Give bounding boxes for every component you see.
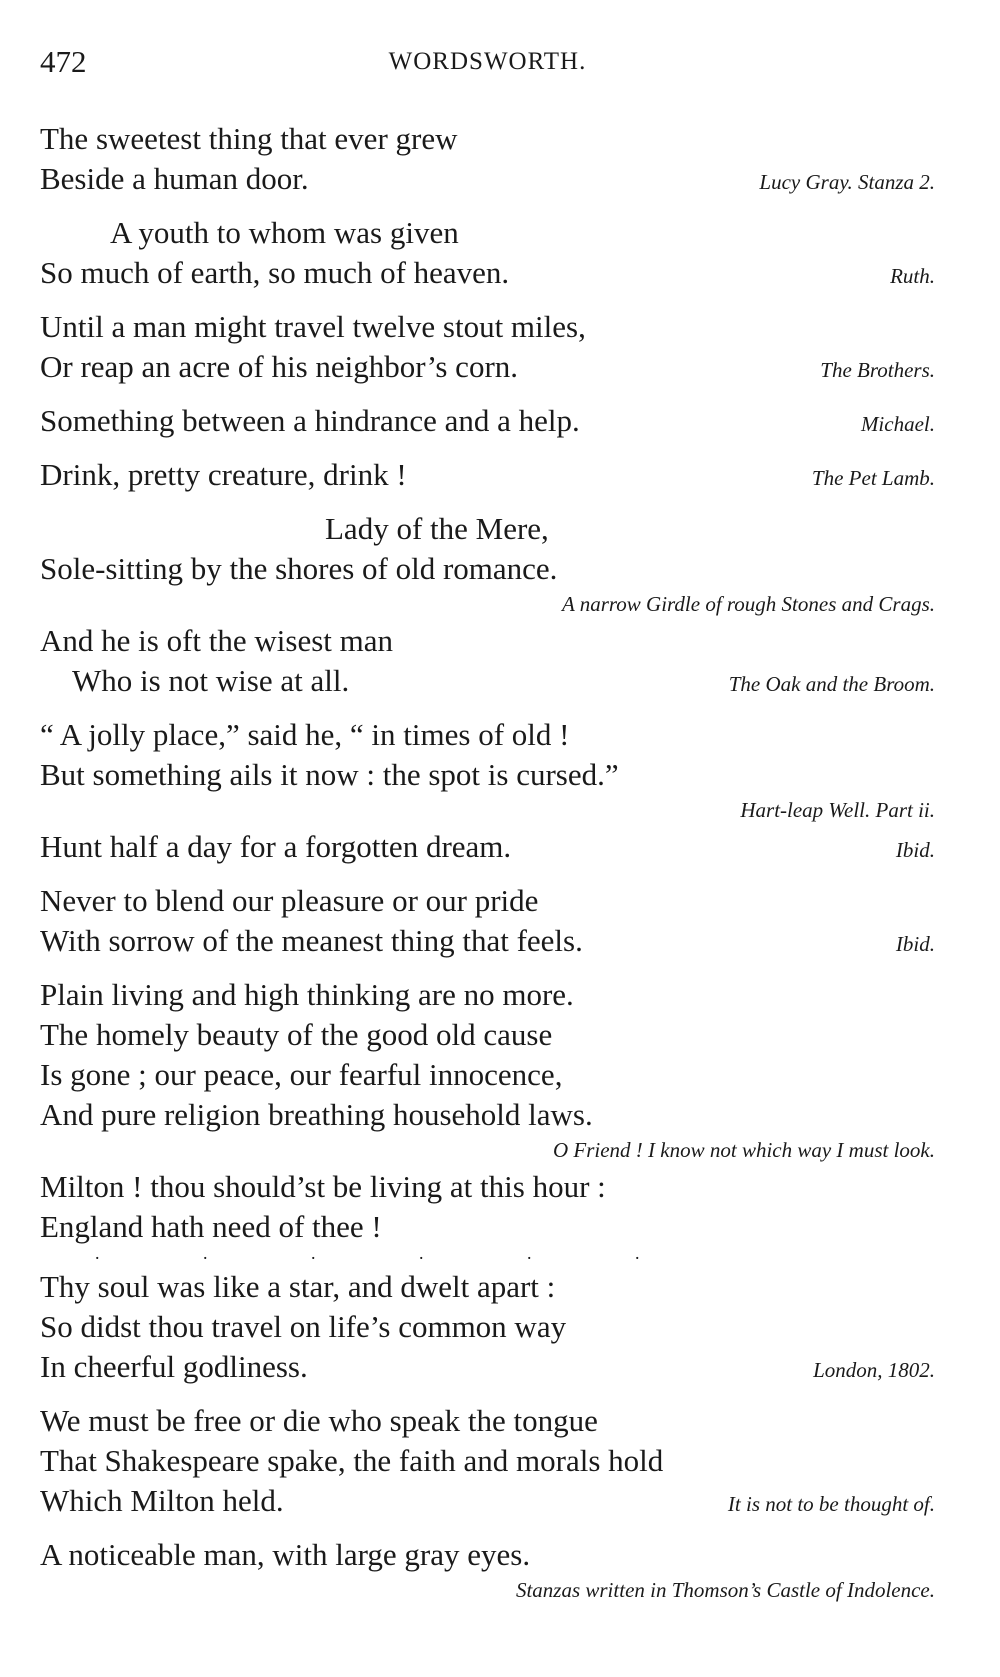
ellipsis-dot: . bbox=[527, 1243, 532, 1263]
page-number: 472 bbox=[40, 44, 87, 79]
spacer bbox=[40, 389, 935, 403]
verse-line bbox=[40, 829, 935, 869]
verse-text: Never to blend our pleasure or our pride bbox=[40, 883, 539, 918]
verse-line bbox=[40, 1483, 935, 1523]
verse-text: So didst thou travel on life’s common way bbox=[40, 1309, 567, 1344]
verse-text: Sole-sitting by the shores of old romance. bbox=[40, 551, 558, 586]
verse-line bbox=[40, 1209, 935, 1249]
ellipsis-dot: . bbox=[311, 1243, 316, 1263]
verse-line bbox=[40, 1443, 935, 1483]
quotation bbox=[40, 829, 935, 883]
ellipsis-dot: . bbox=[635, 1243, 640, 1263]
citation: A narrow Girdle of rough Stones and Crags. bbox=[562, 592, 935, 616]
citation: Ibid. bbox=[895, 932, 935, 956]
quotation bbox=[40, 403, 935, 457]
verse-text: And pure religion breathing household laws. bbox=[40, 1097, 593, 1132]
citation: Lucy Gray. Stanza 2. bbox=[759, 170, 935, 194]
verse-line bbox=[40, 551, 935, 591]
verse-line bbox=[40, 349, 935, 389]
spacer bbox=[40, 1523, 935, 1537]
quotation bbox=[40, 215, 935, 309]
spacer bbox=[40, 703, 935, 717]
verse-line bbox=[40, 663, 935, 703]
verse-line bbox=[40, 403, 935, 443]
ellipsis-dot: . bbox=[95, 1243, 100, 1263]
verse-text: Milton ! thou should’st be living at this hour : bbox=[40, 1169, 606, 1204]
verse-line bbox=[40, 1403, 935, 1443]
verse-text: Until a man might travel twelve stout miles, bbox=[40, 309, 586, 344]
verse-line bbox=[40, 255, 935, 295]
running-head: WORDSWORTH. bbox=[388, 48, 587, 75]
verse-text: So much of earth, so much of heaven. bbox=[40, 255, 510, 290]
quotation bbox=[40, 457, 935, 511]
spacer bbox=[40, 497, 935, 511]
verse-line bbox=[40, 161, 935, 201]
verse-line bbox=[40, 1097, 935, 1137]
spacer bbox=[40, 963, 935, 977]
verse-text: The sweetest thing that ever grew bbox=[40, 121, 458, 156]
quotation bbox=[40, 623, 935, 717]
verse-text: A noticeable man, with large gray eyes. bbox=[40, 1537, 531, 1572]
verse-line bbox=[40, 457, 935, 497]
ellipsis-dot: . bbox=[203, 1243, 208, 1263]
verse-text: Who is not wise at all. bbox=[72, 663, 350, 698]
verse-line bbox=[40, 1349, 935, 1389]
page-header bbox=[40, 44, 935, 84]
verse-line bbox=[40, 1017, 935, 1057]
citation: O Friend ! I know not which way I must look. bbox=[552, 1138, 935, 1162]
verse-line bbox=[40, 1057, 935, 1097]
verse-line bbox=[40, 757, 935, 797]
quotation bbox=[40, 121, 935, 215]
verse-text: Lady of the Mere, bbox=[325, 511, 549, 546]
quotation bbox=[40, 883, 935, 977]
quotation bbox=[40, 1403, 935, 1537]
verse-line bbox=[40, 511, 935, 551]
verse-text: With sorrow of the meanest thing that feels. bbox=[40, 923, 583, 958]
verse-text: A youth to whom was given bbox=[110, 215, 459, 250]
citation: Michael. bbox=[860, 412, 935, 436]
verse-line bbox=[40, 1309, 935, 1349]
quotation bbox=[40, 511, 935, 623]
verse-line bbox=[40, 923, 935, 963]
verse-text: Thy soul was like a star, and dwelt apart : bbox=[40, 1269, 556, 1304]
verse-line bbox=[40, 883, 935, 923]
verse-text: In cheerful godliness. bbox=[40, 1349, 308, 1384]
citation: The Oak and the Broom. bbox=[728, 672, 935, 696]
verse-text: Beside a human door. bbox=[40, 161, 309, 196]
verse-text: Something between a hindrance and a help. bbox=[40, 403, 580, 438]
ellipsis-dot: . bbox=[419, 1243, 424, 1263]
spacer bbox=[40, 1389, 935, 1403]
verse-line bbox=[40, 977, 935, 1017]
verse-line bbox=[40, 717, 935, 757]
verse-text: Which Milton held. bbox=[40, 1483, 284, 1518]
citation: Ruth. bbox=[890, 264, 935, 288]
quotation bbox=[40, 1537, 935, 1609]
citation: The Pet Lamb. bbox=[811, 466, 935, 490]
verse-text: “ A jolly place,” said he, “ in times of old ! bbox=[40, 717, 570, 752]
verse-line bbox=[40, 623, 935, 663]
verse-text: The homely beauty of the good old cause bbox=[40, 1017, 553, 1052]
citation: The Brothers. bbox=[820, 358, 935, 382]
citation: It is not to be thought of. bbox=[727, 1492, 935, 1516]
quotation bbox=[40, 717, 935, 829]
verse-text: And he is oft the wisest man bbox=[40, 623, 394, 658]
verse-text: That Shakespeare spake, the faith and morals hold bbox=[40, 1443, 664, 1478]
spacer bbox=[40, 869, 935, 883]
spacer bbox=[40, 443, 935, 457]
quotation bbox=[40, 309, 935, 403]
quotations-body bbox=[40, 121, 935, 1609]
citation: Ibid. bbox=[895, 838, 935, 862]
verse-text: Or reap an acre of his neighbor’s corn. bbox=[40, 349, 519, 384]
spacer bbox=[40, 295, 935, 309]
ellipsis-row bbox=[40, 1243, 935, 1269]
verse-line bbox=[40, 121, 935, 161]
verse-line bbox=[40, 215, 935, 255]
citation: London, 1802. bbox=[813, 1358, 935, 1382]
verse-line bbox=[40, 1169, 935, 1209]
verse-line bbox=[40, 309, 935, 349]
quotation bbox=[40, 977, 935, 1169]
verse-line bbox=[40, 1537, 935, 1577]
citation: Hart-leap Well. Part ii. bbox=[740, 798, 935, 822]
verse-text: Hunt half a day for a forgotten dream. bbox=[40, 829, 512, 864]
verse-text: Plain living and high thinking are no more. bbox=[40, 977, 574, 1012]
verse-text: Is gone ; our peace, our fearful innocence, bbox=[40, 1057, 563, 1092]
verse-text: Drink, pretty creature, drink ! bbox=[40, 457, 407, 492]
verse-text: We must be free or die who speak the tongue bbox=[40, 1403, 598, 1438]
spacer bbox=[40, 201, 935, 215]
citation: Stanzas written in Thomson’s Castle of Indolence. bbox=[515, 1578, 935, 1602]
quotation bbox=[40, 1169, 935, 1403]
verse-text: But something ails it now : the spot is cursed.” bbox=[40, 757, 619, 792]
verse-line bbox=[40, 1269, 935, 1309]
verse-text: England hath need of thee ! bbox=[40, 1209, 382, 1244]
